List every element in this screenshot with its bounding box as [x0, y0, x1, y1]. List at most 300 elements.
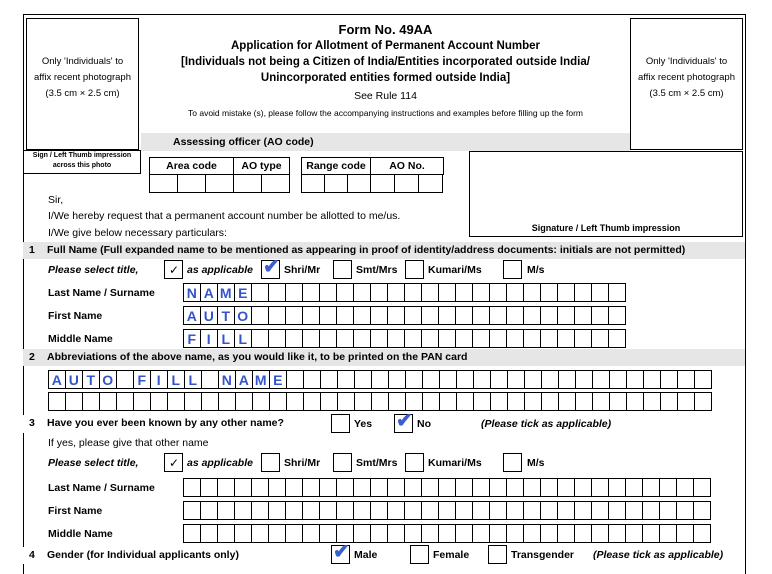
char-cell: [472, 524, 490, 543]
char-cell: [540, 283, 558, 302]
char-cell: [319, 478, 337, 497]
char-cell: [302, 524, 320, 543]
form-title-line1: Application for Allotment of Permanent Account Number: [230, 40, 541, 52]
char-cell: [251, 501, 269, 520]
char-cell: [303, 392, 321, 411]
char-cell: [353, 329, 371, 348]
char-cell: [354, 370, 372, 389]
other-name-yes-checkbox[interactable]: [331, 414, 350, 433]
char-cell: [201, 392, 219, 411]
photo-left-text-3: (3.5 cm × 2.5 cm): [45, 88, 120, 99]
char-cell: [387, 329, 405, 348]
char-cell: [524, 392, 542, 411]
char-cell: [693, 478, 711, 497]
char-cell: E: [234, 283, 252, 302]
char-cell: [438, 329, 456, 348]
char-cell: [404, 524, 422, 543]
char-cell: [558, 392, 576, 411]
ao-area-code-input[interactable]: [149, 174, 233, 193]
char-cell: [625, 501, 643, 520]
char-cell: [455, 283, 473, 302]
form-rule: See Rule 114: [354, 90, 417, 102]
char-cell: [421, 478, 439, 497]
char-cell: [489, 524, 507, 543]
section-number: 3: [29, 417, 35, 429]
char-cell: A: [235, 370, 253, 389]
ao-type-input[interactable]: [233, 174, 289, 193]
char-cell: [574, 306, 592, 325]
char-cell: [523, 501, 541, 520]
char-cell: [200, 501, 218, 520]
char-cell: [370, 501, 388, 520]
char-cell: [353, 306, 371, 325]
char-cell: [421, 524, 439, 543]
tick-note-3: (Please tick as applicable): [481, 418, 612, 430]
char-cell: [285, 478, 303, 497]
other-title-shri-checkbox[interactable]: [261, 453, 280, 472]
char-cell: [405, 392, 423, 411]
char-cell: [82, 392, 100, 411]
char-cell: O: [234, 306, 252, 325]
first-name-label: First Name: [48, 310, 103, 322]
char-cell: [455, 478, 473, 497]
char-cell: [557, 329, 575, 348]
title-shri-label: Shri/Mr: [284, 264, 321, 276]
char-cell: [523, 329, 541, 348]
char-cell: [591, 524, 609, 543]
other-middle-name-input[interactable]: [183, 524, 710, 543]
form-number: Form No. 49AA: [338, 22, 433, 37]
char-cell: [371, 370, 389, 389]
char-cell: M: [217, 283, 235, 302]
char-cell: [557, 283, 575, 302]
check-mark-icon: ✔: [396, 410, 413, 432]
select-title-label: Please select title,: [48, 264, 139, 276]
other-title-kumari-checkbox[interactable]: [405, 453, 424, 472]
char-cell: [217, 478, 235, 497]
other-title-kumari-label: Kumari/Ms: [428, 457, 482, 469]
char-cell: [285, 501, 303, 520]
char-cell: [540, 306, 558, 325]
input-cell: [149, 174, 178, 193]
char-cell: [285, 524, 303, 543]
char-cell: [268, 329, 286, 348]
char-cell: [320, 370, 338, 389]
char-cell: [319, 283, 337, 302]
char-cell: [234, 501, 252, 520]
section-title: Abbreviations of the above name, as you would like it, to be printed on the PAN card: [47, 351, 468, 363]
other-title-shri-label: Shri/Mr: [284, 457, 321, 469]
abbreviation-line-2[interactable]: [48, 392, 711, 411]
char-cell: [387, 478, 405, 497]
char-cell: [659, 501, 677, 520]
char-cell: [251, 524, 269, 543]
char-cell: [592, 392, 610, 411]
char-cell: [439, 370, 457, 389]
char-cell: [370, 478, 388, 497]
char-cell: [490, 392, 508, 411]
char-cell: N: [183, 283, 201, 302]
char-cell: [302, 283, 320, 302]
photo-caption-1: Sign / Left Thumb impression: [32, 152, 132, 159]
char-cell: [489, 478, 507, 497]
char-cell: [438, 283, 456, 302]
char-cell: [659, 524, 677, 543]
char-cell: [591, 306, 609, 325]
other-title-smt-label: Smt/Mrs: [356, 457, 398, 469]
char-cell: [421, 501, 439, 520]
char-cell: T: [217, 306, 235, 325]
ao-type-label: AO type: [241, 160, 282, 172]
char-cell: [625, 524, 643, 543]
char-cell: [489, 501, 507, 520]
char-cell: [371, 392, 389, 411]
signature-label: Signature / Left Thumb impression: [531, 223, 681, 233]
last-name-label: Last Name / Surname: [48, 287, 155, 299]
section-title: Full Name (Full expanded name to be mentioned as appearing in proof of identity/address documents: initials are not permitted): [47, 244, 686, 256]
gender-transgender-label: Transgender: [511, 549, 575, 561]
char-cell: [217, 501, 235, 520]
char-cell: [523, 478, 541, 497]
section-3-header: [23, 415, 745, 433]
char-cell: [183, 524, 201, 543]
char-cell: [353, 283, 371, 302]
char-cell: [337, 392, 355, 411]
other-last-name-label: Last Name / Surname: [48, 482, 155, 494]
char-cell: T: [82, 370, 100, 389]
char-cell: [608, 524, 626, 543]
char-cell: [642, 524, 660, 543]
char-cell: [65, 392, 83, 411]
char-cell: [591, 329, 609, 348]
input-cell: [233, 174, 262, 193]
char-cell: [608, 478, 626, 497]
char-cell: [439, 392, 457, 411]
char-cell: [404, 329, 422, 348]
char-cell: [405, 370, 423, 389]
char-cell: [574, 329, 592, 348]
char-cell: [694, 392, 712, 411]
char-cell: [523, 524, 541, 543]
char-cell: [506, 329, 524, 348]
title-smt-label: Smt/Mrs: [356, 264, 398, 276]
photo-right-text-3: (3.5 cm × 2.5 cm): [649, 88, 724, 99]
as-applicable-sample-box: [164, 260, 183, 279]
input-cell: [301, 174, 325, 193]
char-cell: [251, 283, 269, 302]
char-cell: [320, 392, 338, 411]
char-cell: [387, 524, 405, 543]
char-cell: [541, 392, 559, 411]
char-cell: [48, 392, 66, 411]
title-ms-checkbox[interactable]: [503, 260, 522, 279]
other-last-name-input[interactable]: [183, 478, 710, 497]
char-cell: L: [167, 370, 185, 389]
photo-left-text-2: affix recent photograph: [33, 72, 131, 83]
ao-title: Assessing officer (AO code): [173, 136, 314, 148]
check-mark-icon: ✔: [263, 256, 280, 278]
char-cell: [591, 283, 609, 302]
section-1-header: [23, 242, 745, 259]
ao-range-code-input[interactable]: [301, 174, 370, 193]
char-cell: [268, 501, 286, 520]
char-cell: [353, 478, 371, 497]
char-cell: [523, 306, 541, 325]
other-title-smt-checkbox[interactable]: [333, 453, 352, 472]
char-cell: [438, 501, 456, 520]
input-cell: [324, 174, 348, 193]
char-cell: [455, 501, 473, 520]
section-2-header: [23, 349, 745, 366]
char-cell: [387, 283, 405, 302]
char-cell: [404, 283, 422, 302]
char-cell: [302, 329, 320, 348]
char-cell: [540, 478, 558, 497]
char-cell: [336, 329, 354, 348]
char-cell: [490, 370, 508, 389]
char-cell: [456, 370, 474, 389]
char-cell: [489, 306, 507, 325]
char-cell: [286, 392, 304, 411]
char-cell: [540, 524, 558, 543]
char-cell: [150, 392, 168, 411]
char-cell: [302, 306, 320, 325]
char-cell: [354, 392, 372, 411]
title-smt-checkbox[interactable]: [333, 260, 352, 279]
title-kumari-label: Kumari/Ms: [428, 264, 482, 276]
char-cell: L: [217, 329, 235, 348]
char-cell: [285, 329, 303, 348]
char-cell: [217, 524, 235, 543]
char-cell: [252, 392, 270, 411]
char-cell: [200, 478, 218, 497]
char-cell: [472, 501, 490, 520]
char-cell: [286, 370, 304, 389]
other-name-no-label: No: [417, 418, 431, 430]
char-cell: [489, 329, 507, 348]
check-mark-icon: ✓: [169, 456, 180, 470]
char-cell: [319, 306, 337, 325]
gender-male-label: Male: [354, 549, 378, 561]
char-cell: [200, 524, 218, 543]
char-cell: [183, 501, 201, 520]
char-cell: [353, 524, 371, 543]
intro-sir: Sir,: [48, 194, 64, 206]
char-cell: [370, 329, 388, 348]
char-cell: [540, 329, 558, 348]
char-cell: [184, 392, 202, 411]
form-title-line3: Unincorporated entities formed outside India]: [260, 72, 511, 84]
middle-name-label: Middle Name: [48, 333, 113, 345]
char-cell: [319, 329, 337, 348]
if-yes-text: If yes, please give that other name: [48, 437, 209, 449]
char-cell: [268, 524, 286, 543]
as-applicable-sample-box-3: [164, 453, 183, 472]
section-number: 4: [29, 549, 35, 561]
check-mark-icon: ✓: [169, 263, 180, 277]
char-cell: [574, 478, 592, 497]
char-cell: L: [234, 329, 252, 348]
char-cell: [575, 392, 593, 411]
char-cell: [388, 392, 406, 411]
char-cell: [234, 478, 252, 497]
photo-box-left: [26, 18, 139, 150]
char-cell: [676, 524, 694, 543]
char-cell: [269, 392, 287, 411]
input-cell: [177, 174, 206, 193]
char-cell: [268, 283, 286, 302]
char-cell: [438, 524, 456, 543]
char-cell: [489, 283, 507, 302]
char-cell: [608, 329, 626, 348]
char-cell: O: [99, 370, 117, 389]
char-cell: I: [200, 329, 218, 348]
title-shri-checkbox[interactable]: [261, 256, 280, 279]
char-cell: [677, 392, 695, 411]
char-cell: [625, 478, 643, 497]
char-cell: I: [150, 370, 168, 389]
char-cell: [659, 478, 677, 497]
char-cell: [473, 370, 491, 389]
char-cell: [473, 392, 491, 411]
char-cell: [319, 501, 337, 520]
char-cell: [676, 501, 694, 520]
ao-no-label: AO No.: [389, 160, 425, 172]
gender-female-checkbox[interactable]: [410, 545, 429, 564]
char-cell: [557, 478, 575, 497]
photo-caption-2: across this photo: [52, 162, 112, 169]
char-cell: [626, 392, 644, 411]
section-number: 1: [29, 244, 35, 256]
char-cell: [251, 478, 269, 497]
photo-right-text-1: Only 'Individuals' to: [645, 56, 728, 67]
ao-no-input[interactable]: [370, 174, 442, 193]
char-cell: [438, 306, 456, 325]
other-first-name-input[interactable]: [183, 501, 710, 520]
char-cell: [506, 524, 524, 543]
char-cell: [608, 306, 626, 325]
char-cell: F: [183, 329, 201, 348]
char-cell: [133, 392, 151, 411]
char-cell: [337, 370, 355, 389]
char-cell: [575, 370, 593, 389]
char-cell: [541, 370, 559, 389]
gender-transgender-checkbox[interactable]: [488, 545, 507, 564]
char-cell: [507, 392, 525, 411]
photo-left-text-1: Only 'Individuals' to: [41, 56, 124, 67]
title-kumari-checkbox[interactable]: [405, 260, 424, 279]
input-cell: [394, 174, 419, 193]
other-title-ms-checkbox[interactable]: [503, 453, 522, 472]
ao-range-code-label: Range code: [306, 160, 366, 172]
section-title: Gender (for Individual applicants only): [47, 549, 239, 561]
char-cell: [506, 501, 524, 520]
char-cell: [660, 392, 678, 411]
char-cell: [523, 283, 541, 302]
other-name-no-checkbox[interactable]: [394, 410, 413, 433]
char-cell: [303, 370, 321, 389]
char-cell: [608, 501, 626, 520]
gender-female-label: Female: [433, 549, 470, 561]
first-name-input[interactable]: [183, 306, 625, 325]
char-cell: [336, 306, 354, 325]
char-cell: F: [133, 370, 151, 389]
char-cell: [507, 370, 525, 389]
char-cell: [557, 306, 575, 325]
char-cell: [353, 501, 371, 520]
char-cell: [336, 478, 354, 497]
char-cell: [302, 501, 320, 520]
middle-name-input[interactable]: [183, 329, 625, 348]
abbreviation-line-1[interactable]: [48, 370, 711, 389]
form-note: To avoid mistake (s), please follow the accompanying instructions and examples before filling up the form: [188, 108, 583, 118]
input-cell: [205, 174, 234, 193]
char-cell: [676, 478, 694, 497]
char-cell: [116, 392, 134, 411]
char-cell: [116, 370, 134, 389]
input-cell: [370, 174, 395, 193]
char-cell: [643, 370, 661, 389]
char-cell: [251, 306, 269, 325]
char-cell: [626, 370, 644, 389]
char-cell: [660, 370, 678, 389]
char-cell: U: [200, 306, 218, 325]
char-cell: [693, 524, 711, 543]
select-title-label-3: Please select title,: [48, 457, 139, 469]
char-cell: [302, 478, 320, 497]
char-cell: [167, 392, 185, 411]
char-cell: [591, 501, 609, 520]
char-cell: [506, 306, 524, 325]
char-cell: [404, 478, 422, 497]
char-cell: [421, 329, 439, 348]
char-cell: [370, 524, 388, 543]
last-name-input[interactable]: [183, 283, 625, 302]
char-cell: [506, 478, 524, 497]
title-ms-label: M/s: [527, 264, 545, 276]
char-cell: [472, 283, 490, 302]
char-cell: [694, 370, 712, 389]
input-cell: [261, 174, 290, 193]
char-cell: [557, 501, 575, 520]
char-cell: [472, 478, 490, 497]
char-cell: [285, 283, 303, 302]
char-cell: [268, 306, 286, 325]
as-applicable-label: as applicable: [187, 264, 253, 276]
char-cell: [472, 306, 490, 325]
char-cell: [506, 283, 524, 302]
char-cell: M: [252, 370, 270, 389]
section-number: 2: [29, 351, 35, 363]
char-cell: [421, 283, 439, 302]
as-applicable-label-3: as applicable: [187, 457, 253, 469]
char-cell: [99, 392, 117, 411]
char-cell: [201, 370, 219, 389]
char-cell: [456, 392, 474, 411]
ao-area-code-label: Area code: [166, 160, 217, 172]
other-first-name-label: First Name: [48, 505, 103, 517]
char-cell: [421, 306, 439, 325]
char-cell: [472, 329, 490, 348]
char-cell: [642, 501, 660, 520]
other-title-ms-label: M/s: [527, 457, 545, 469]
char-cell: [388, 370, 406, 389]
char-cell: A: [183, 306, 201, 325]
char-cell: E: [269, 370, 287, 389]
char-cell: [677, 370, 695, 389]
gender-male-checkbox[interactable]: [331, 541, 350, 564]
char-cell: [404, 306, 422, 325]
